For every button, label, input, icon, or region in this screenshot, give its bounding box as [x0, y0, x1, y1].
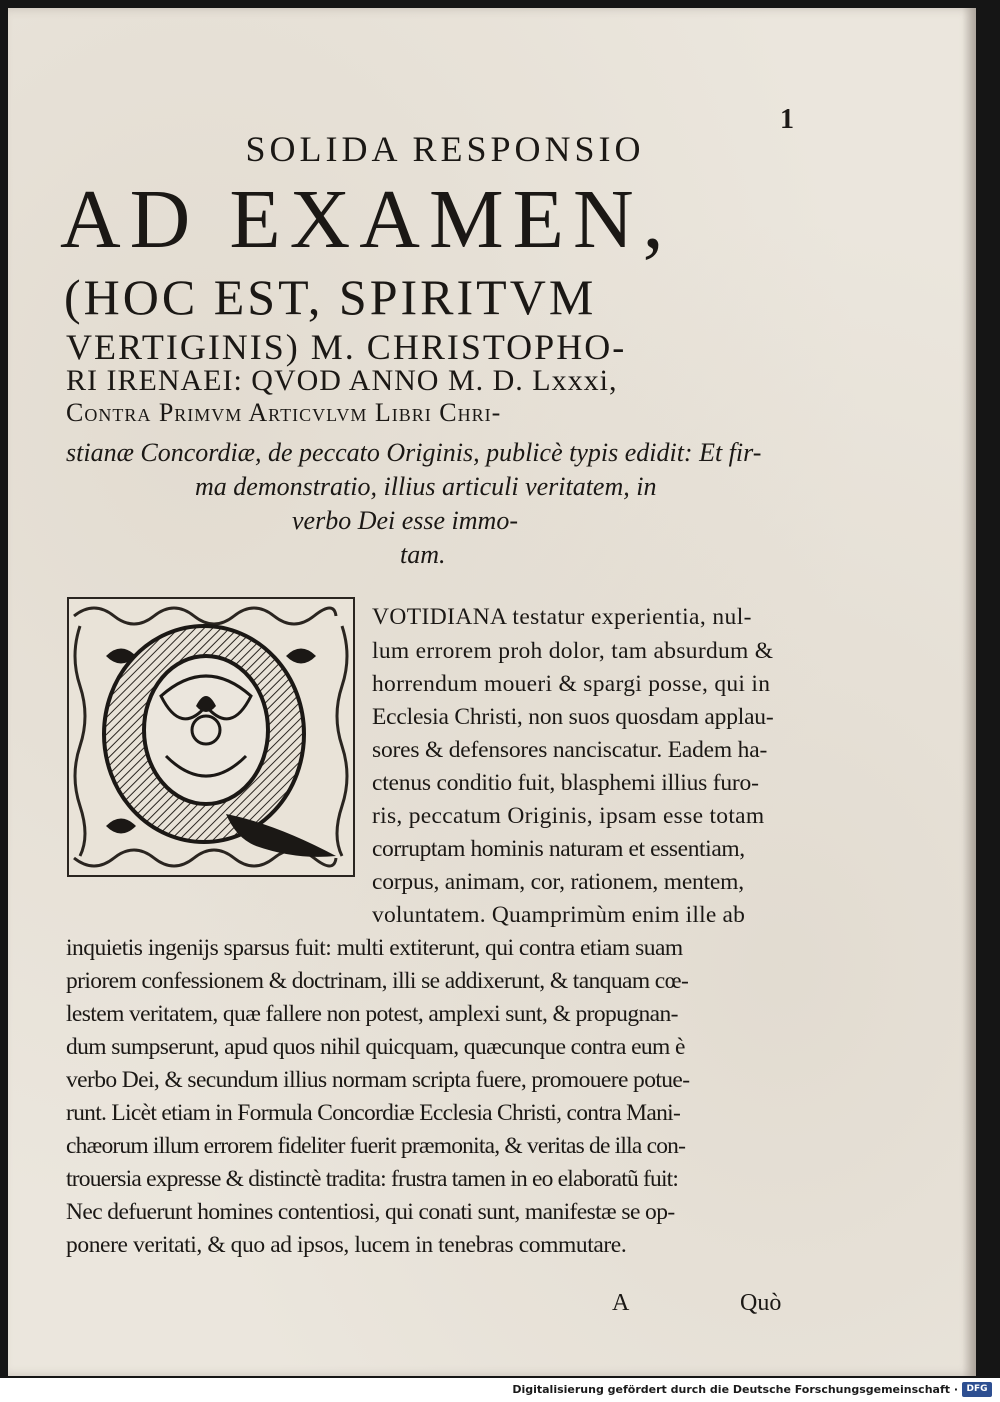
body-line-20: ponere veritati, & quo ad ipsos, lucem in tenebras commutare.: [66, 1232, 627, 1258]
body-line-7: ris, peccatum Originis, ipsam esse totam: [372, 803, 765, 829]
page-edge-shadow: [962, 8, 976, 1376]
body-line-16: runt. Licèt etiam in Formula Concordiæ Ecclesia Christi, contra Mani-: [66, 1100, 681, 1126]
body-line-11: inquietis ingenijs sparsus fuit: multi extiterunt, qui contra etiam suam: [66, 935, 683, 961]
signature-mark: A: [612, 1290, 630, 1316]
body-line-1: VOTIDIANA testatur experientia, nul-: [372, 604, 752, 630]
body-line-15: verbo Dei, & secundum illius normam scripta fuere, promouere potue-: [66, 1067, 690, 1093]
body-line-17: chæorum illum errorem fideliter fuerit præmonita, & veritas de illa con-: [66, 1133, 686, 1159]
footer-bar: [0, 1378, 1000, 1402]
title-line-3: (HOC EST, SPIRITVM: [64, 269, 597, 325]
body-line-4: Ecclesia Christi, non suos quosdam applau-: [372, 704, 774, 730]
title-line-2: AD EXAMEN,: [60, 173, 673, 266]
body-line-3: horrendum moueri & spargi posse, qui in: [372, 671, 771, 697]
title-line-1: SOLIDA RESPONSIO: [245, 129, 645, 169]
title-line-7: stianæ Concordiæ, de peccato Originis, publicè typis edidit: Et fir-: [66, 438, 762, 467]
body-line-14: dum sumpserunt, apud quos nihil quicquam, quæcunque contra eum è: [66, 1034, 685, 1060]
body-line-13: lestem veritatem, quæ fallere non potest, amplexi sunt, & propugnan-: [66, 1001, 678, 1027]
title-line-5: RI IRENAEI: QVOD ANNO M. D. Lxxxi,: [66, 364, 618, 397]
ornamental-initial-q: [66, 596, 356, 878]
dfg-logo: DFG: [962, 1382, 992, 1397]
body-line-8: corruptam hominis naturam et essentiam,: [372, 836, 745, 862]
title-line-4: VERTIGINIS) M. CHRISTOPHO-: [66, 327, 627, 367]
body-line-2: lum errorem proh dolor, tam absurdum &: [372, 638, 774, 664]
body-line-10: voluntatem. Quamprimùm enim ille ab: [372, 902, 746, 928]
body-line-18: trouersia expresse & distinctè tradita: frustra tamen in eo elaboratũ fuit:: [66, 1166, 679, 1192]
title-line-10: tam.: [400, 540, 446, 569]
body-line-12: priorem confessionem & doctrinam, illi se addixerunt, & tanquam cœ-: [66, 968, 689, 994]
footer-credit-text: Digitalisierung gefördert durch die Deutsche Forschungsgemeinschaft ·: [512, 1383, 958, 1396]
body-line-5: sores & defensores nanciscatur. Eadem ha-: [372, 737, 768, 763]
ornamental-initial-svg: [66, 596, 356, 878]
title-line-8: ma demonstratio, illius articuli veritatem, in: [195, 472, 657, 501]
body-line-9: corpus, animam, cor, rationem, mentem,: [372, 869, 744, 895]
title-line-9: verbo Dei esse immo-: [292, 506, 518, 535]
body-line-19: Nec defuerunt homines contentiosi, qui conati sunt, manifestæ se op-: [66, 1199, 675, 1225]
folio-number: 1: [780, 104, 794, 135]
body-line-6: ctenus conditio fuit, blasphemi illius furo-: [372, 770, 759, 796]
title-line-6: Contra Primvm Articvlvm Libri Chri-: [66, 398, 502, 427]
catchword: Quò: [740, 1290, 782, 1316]
